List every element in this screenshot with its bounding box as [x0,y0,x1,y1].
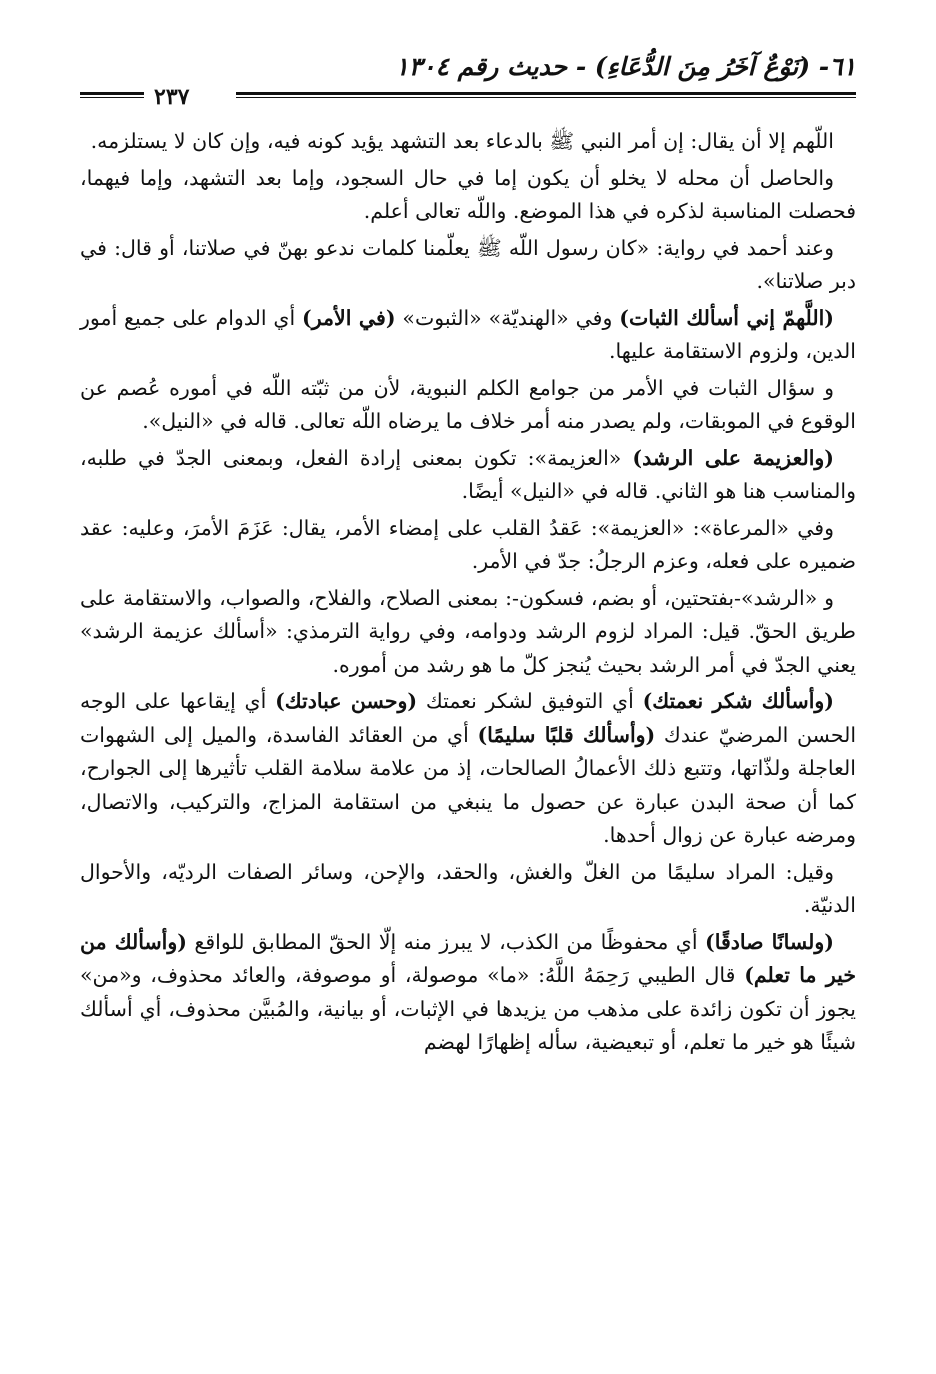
text-run: اللّهم إلا أن يقال: إن أمر النبي ﷺ بالدعاء بعد التشهد يؤيد كونه فيه، وإن كان لا يستلزمه. [90,129,834,153]
text-run: و «الرشد»-بفتحتين، أو بضم، فسكون-: بمعنى الصلاح، والفلاح، والصواب، والاستقامة على طريق الحقّ. قيل: المراد لزوم الرشد ودوامه، وفي رواية الترمذي: «أسألك عزيمة الرشد» يعني الجدّ في أمر الرشد بحيث يُنجز كلّ ما هو رشد من أموره. [80,585,856,677]
paragraph [80,372,856,439]
bold-phrase: (وأسألك من خير ما تعلم) [80,929,856,987]
paragraph [80,512,856,579]
paragraph [80,926,856,1060]
text-run: قال الطيبي رَحِمَهُ اللَّهُ: «ما» موصولة، أو موصوفة، والعائد محذوف، و«من» يجوز أن تكون زائدة على مذهب من يزيدها في الإثبات، أو بيانية، والمُبيَّن محذوف، أي أسألك شيئًا هو خير ما تعلم، أو تبعيضية، سأله إظهارًا لهضم [80,963,856,1054]
page-number: ٢٣٧ [144,84,199,110]
text-run: و سؤال الثبات في الأمر من جوامع الكلم النبوية، لأن من ثبّته اللّه في أموره عُصم عن الوقوع في الموبقات، ولم يصدر منه أمر خلاف ما يرضاه اللّه تعالى. قاله في «النيل». [80,375,856,433]
bold-phrase: (وحسن عبادتك) [275,689,418,713]
text-run: أي محفوظًا من الكذب، لا يبرز منه إلّا الحقّ المطابق للواقع [186,929,706,954]
text-run: أي إيقاعها على الوجه الحسن المرضيّ عندك [80,689,857,747]
text-run: أي الدوام على جميع أمور الدين، ولزوم الاستقامة عليها. [80,305,856,363]
text-run: وفي «الهنديّة» «الثبوت» [395,305,620,330]
text-run: وفي «المرعاة»: «العزيمة»: عَقدُ القلب على إمضاء الأمر، يقال: عَزَمَ الأمرَ، وعليه: عقد ضميره على فعله، وعزم الرجلُ: جدّ في الأمر. [80,515,856,573]
chapter-title: ٦١- (نَوْعٌ آخَرُ مِنَ الدُّعَاءِ) - حديث رقم ١٣٠٤ [395,52,856,81]
text-run: وعند أحمد في رواية: «كان رسول اللّه ﷺ يعلّمنا كلمات ندعو بهنّ في صلاتنا، أو قال: في دبر صلاتنا». [80,235,856,293]
paragraph [80,856,856,923]
paragraph [80,685,856,853]
bold-phrase: (اللَّهمّ إني أسألك الثبات) [619,305,834,330]
paragraph [80,442,856,509]
paragraph [80,302,856,369]
bold-phrase: (وأسألك قلبًا سليمًا) [477,722,656,747]
paragraph [80,125,856,159]
text-run: «العزيمة»: تكون بمعنى إرادة الفعل، وبمعنى الجدّ في طلبه، والمناسب هنا هو الثاني. قاله في «النيل» أيضًا. [80,445,856,503]
header-rule-right [236,92,856,98]
header-rule-left [80,92,145,98]
bold-phrase: (والعزيمة على الرشد) [632,445,835,470]
text-run: أي من العقائد الفاسدة، والميل إلى الشهوات العاجلة ولذّاتها، وتتبع ذلك الأعمالُ الصالحات، إذ من علامة سلامة القلب تأثيرها إلى الجوارح، كما أن صحة البدن عبارة عن حصول ما ينبغي من استقامة المزاج، والتركيب، والاتصال، ومرضه عبارة عن زوال أحدها. [80,722,856,847]
text-run: أي التوفيق لشكر نعمتك [417,689,643,713]
text-run: وقيل: المراد سليمًا من الغلّ والغش، والحقد، والإحن، وسائر الصفات الرديّه، والأحوال الدنيّة. [80,859,856,917]
page-header [80,48,856,110]
paragraph [80,232,856,299]
text-run: والحاصل أن محله لا يخلو أن يكون إما في حال السجود، وإما بعد التشهد، وإما فيهما، فحصلت المناسبة لذكره في هذا الموضع. واللّه تعالى أعلم. [80,165,856,223]
bold-phrase: (في الأمر) [302,305,396,330]
paragraph [80,162,856,229]
bold-phrase: (ولسانًا صادقًا) [705,929,834,954]
bold-phrase: (وأسألك شكر نعمتك) [642,689,834,713]
body-text [80,125,856,1063]
paragraph [80,582,856,683]
